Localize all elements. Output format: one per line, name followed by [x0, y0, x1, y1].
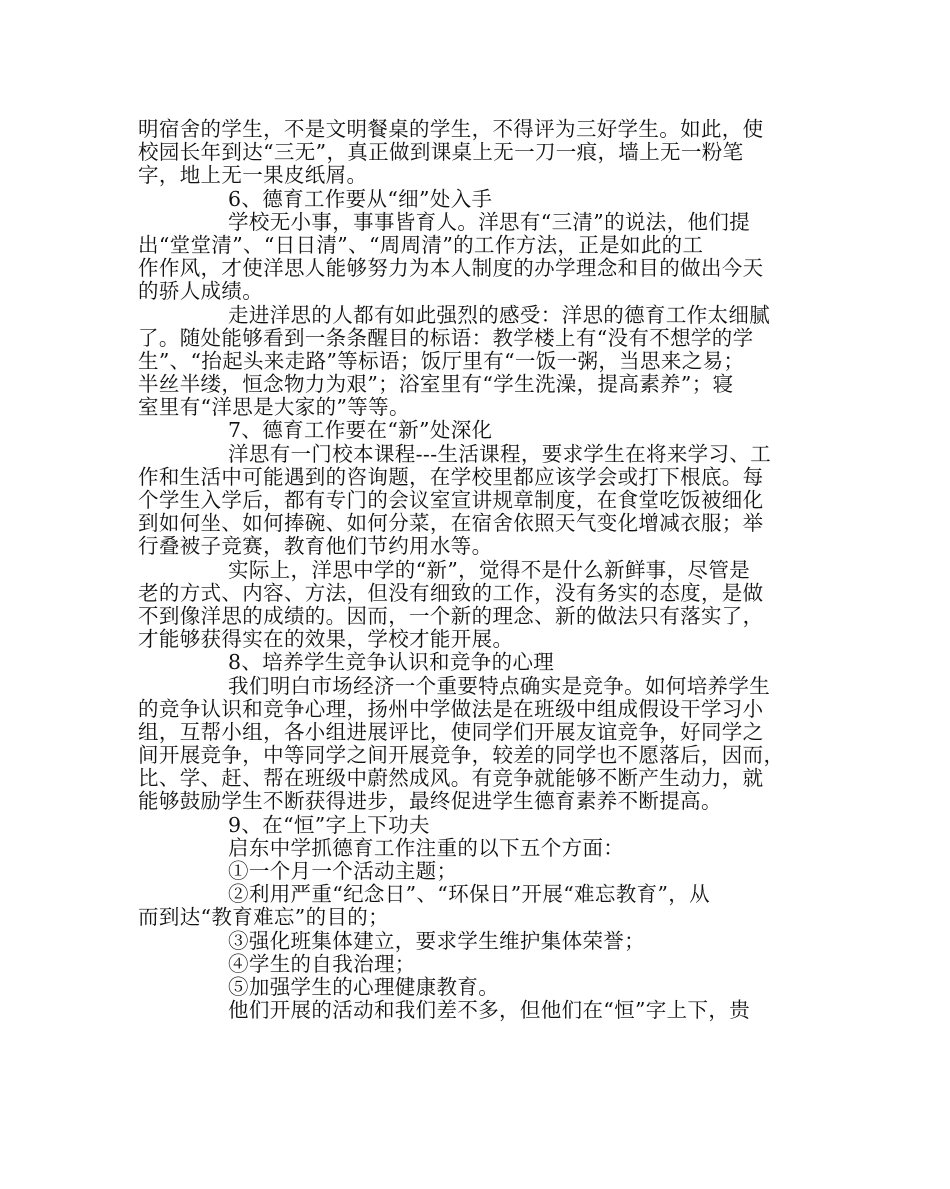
text-line: 老的方式、内容、方法，但没有细致的工作，没有务实的态度，是做: [138, 580, 764, 605]
list-item-continuation: 而到达“教育难忘”的目的；: [138, 905, 390, 930]
text-line: 明宿舍的学生，不是文明餐桌的学生，不得评为三好学生。如此，使: [138, 117, 764, 141]
text-line: 启东中学抓德育工作注重的以下五个方面：: [228, 835, 625, 860]
text-line: 组，互帮小组，各小组进展评比，使同学们开展友谊竞争，好同学之: [138, 719, 764, 744]
text-line: 字，地上无一果皮纸屑。: [138, 163, 368, 188]
text-line: 走进洋思的人都有如此强烈的感受：洋思的德育工作太细腻: [228, 302, 771, 327]
section-heading: 9、在“恒”字上下功夫: [228, 812, 430, 837]
text-line: 才能够获得实在的效果，学校才能开展。: [138, 627, 514, 652]
text-line: 的竞争认识和竞争心理，扬州中学做法是在班级中组成假设干学习小: [138, 696, 764, 721]
text-line: 了。随处能够看到一条条醒目的标语：教学楼上有“没有不想学的学: [138, 325, 754, 350]
text-line: 实际上，洋思中学的“新”，觉得不是什么新鲜事，尽管是: [228, 557, 751, 582]
text-line: 校园长年到达“三无”，真正做到课桌上无一刀一痕，墙上无一粉笔: [138, 140, 744, 165]
text-line: 学校无小事，事事皆育人。洋思有“三清”的说法，他们提: [228, 209, 751, 234]
section-heading: 8、培养学生竞争认识和竞争的心理: [228, 650, 555, 675]
text-line: 到如何坐、如何捧碗、如何分菜，在宿舍依照天气变化增减衣服；举: [138, 511, 764, 536]
text-line: 室里有“洋思是大家的”等等。: [138, 395, 410, 420]
text-line: 能够鼓励学生不断获得进步，最终促进学生德育素养不断提高。: [138, 789, 722, 814]
list-item: ⑤加强学生的心理健康教育。: [228, 974, 500, 999]
text-line: 出“堂堂清”、“日日清”、“周周清”的工作方法，正是如此的工: [138, 232, 704, 257]
text-line: 生”、“抬起头来走路”等标语；饭厅里有“一饭一粥，当思来之易；: [138, 348, 745, 373]
list-item: ①一个月一个活动主题；: [228, 859, 458, 883]
text-line: 间开展竞争，中等同学之间开展竞争，较差的同学也不愿落后，因而，: [138, 743, 785, 768]
text-line: 我们明白市场经济一个重要特点确实是竞争。如何培养学生: [228, 673, 771, 698]
text-line: 半丝半缕，恒念物力为艰”；浴室里有“学生洗澡，提高素养”；寝: [138, 372, 734, 397]
section-heading: 6、德育工作要从“细”处入手: [228, 186, 493, 211]
text-line: 比、学、赶、帮在班级中蔚然成风。有竞争就能够不断产生动力，就: [138, 766, 764, 791]
text-line: 作和生活中可能遇到的咨询题，在学校里都应该学会或打下根底。每: [138, 464, 764, 489]
text-line: 行叠被子竞赛，教育他们节约用水等。: [138, 534, 493, 559]
list-item: ②利用严重“纪念日”、“环保日”开展“难忘教育”，从: [228, 882, 710, 907]
text-line: 个学生入学后，都有专门的会议室宣讲规章制度，在食堂吃饭被细化: [138, 488, 764, 512]
document-page: [138, 118, 818, 1022]
text-line: 的骄人成绩。: [138, 279, 264, 304]
section-heading: 7、德育工作要在“新”处深化: [228, 418, 493, 443]
text-line: 洋思有一门校本课程---生活课程，要求学生在将来学习、工: [228, 441, 772, 466]
list-item: ③强化班集体建立，要求学生维护集体荣誉；: [228, 928, 645, 953]
text-line: 他们开展的活动和我们差不多，但他们在“恒”字上下，贵: [228, 998, 751, 1023]
text-line: 作作风，才使洋思人能够努力为本人制度的办学理念和目的做出今天: [138, 256, 764, 281]
list-item: ④学生的自我治理；: [228, 951, 416, 976]
text-line: 不到像洋思的成绩的。因而，一个新的理念、新的做法只有落实了，: [138, 603, 764, 628]
